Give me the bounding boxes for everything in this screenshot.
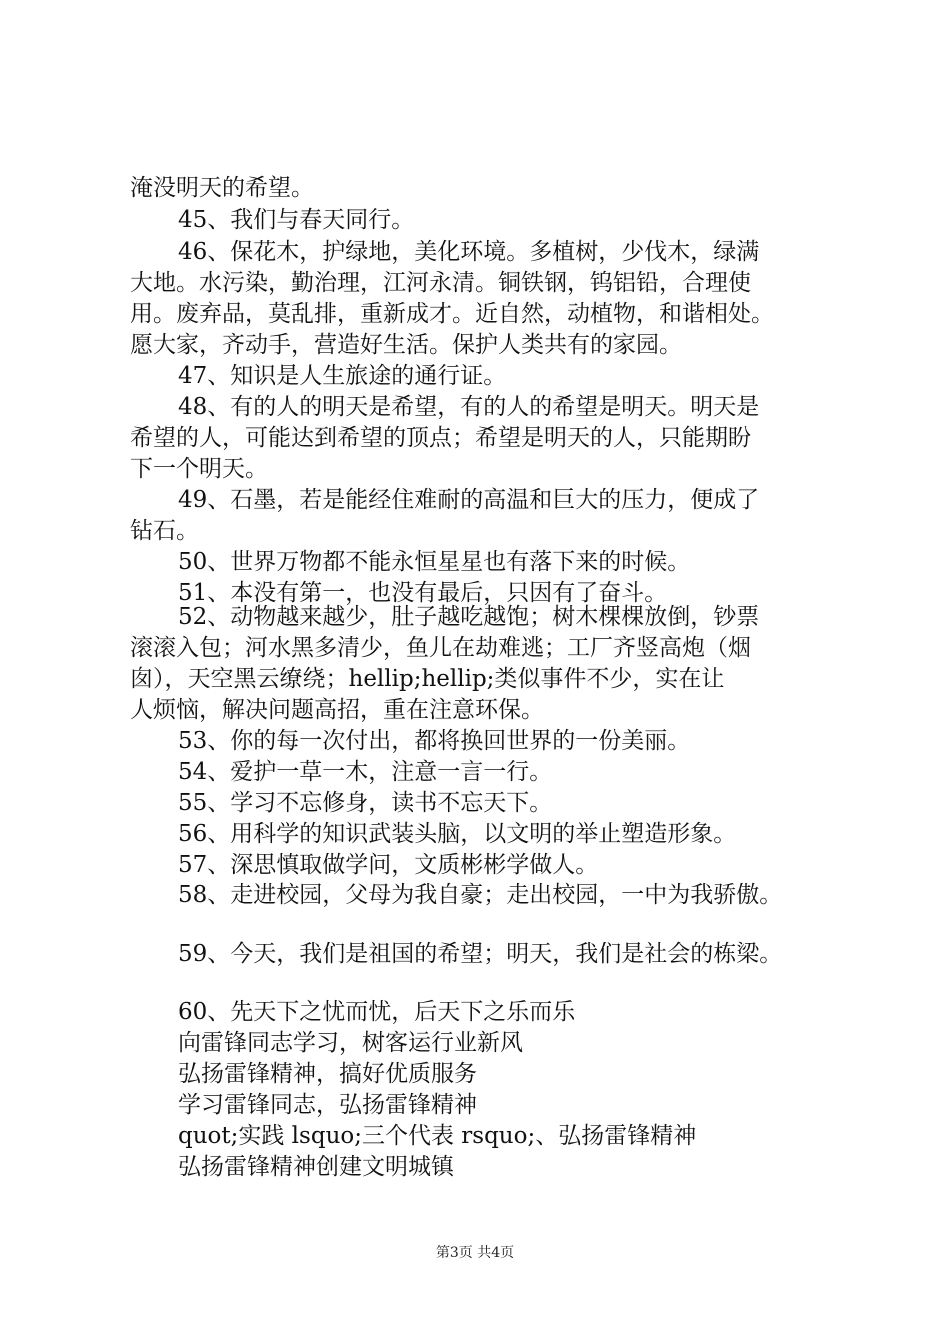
text-line: 56、用科学的知识武装头脑，以文明的举止塑造形象。 — [178, 821, 737, 847]
text-line: 愿大家，齐动手，营造好生活。保护人类共有的家园。 — [130, 332, 682, 358]
text-line: quot;实践 lsquo;三个代表 rsquo;、弘扬雷锋精神 — [178, 1123, 697, 1149]
text-line: 50、世界万物都不能永恒星星也有落下来的时候。 — [178, 549, 691, 575]
text-line: 弘扬雷锋精神创建文明城镇 — [178, 1154, 454, 1180]
text-line: 55、学习不忘修身，读书不忘天下。 — [178, 790, 553, 816]
text-line: 滚滚入包；河水黑多清少，鱼儿在劫难逃；工厂齐竖高炮（烟 — [130, 635, 751, 661]
text-line: 下一个明天。 — [130, 456, 268, 482]
text-line: 47、知识是人生旅途的通行证。 — [178, 363, 507, 389]
text-line: 用。废弃品，莫乱排，重新成才。近自然，动植物，和谐相处。 — [130, 301, 774, 327]
text-line: 60、先天下之忧而忧，后天下之乐而乐 — [178, 999, 576, 1025]
text-line: 钻石。 — [130, 518, 199, 544]
text-line: 49、石墨，若是能经住难耐的高温和巨大的压力，便成了 — [178, 487, 760, 513]
text-line: 囱），天空黑云缭绕；hellip;hellip;类似事件不少，实在让 — [130, 666, 725, 692]
text-line: 弘扬雷锋精神，搞好优质服务 — [178, 1061, 477, 1087]
text-line: 57、深思慎取做学问，文质彬彬学做人。 — [178, 852, 599, 878]
text-line: 52、动物越来越少，肚子越吃越饱；树木棵棵放倒，钞票 — [178, 604, 760, 630]
text-line: 大地。水污染，勤治理，江河永清。铜铁钢，钨铝铅，合理使 — [130, 270, 751, 296]
text-line: 51、本没有第一，也没有最后，只因有了奋斗。 — [178, 580, 668, 606]
text-line: 58、走进校园，父母为我自豪；走出校园，一中为我骄傲。 — [178, 882, 783, 908]
text-line: 45、我们与春天同行。 — [178, 207, 415, 233]
text-line: 学习雷锋同志，弘扬雷锋精神 — [178, 1092, 477, 1118]
text-line: 希望的人，可能达到希望的顶点；希望是明天的人，只能期盼 — [130, 425, 751, 451]
text-line: 人烦恼，解决问题高招，重在注意环保。 — [130, 697, 544, 723]
text-line: 54、爱护一草一木，注意一言一行。 — [178, 759, 553, 785]
text-line: 46、保花木，护绿地，美化环境。多植树，少伐木，绿满 — [178, 239, 760, 265]
text-line: 53、你的每一次付出，都将换回世界的一份美丽。 — [178, 728, 691, 754]
text-line: 向雷锋同志学习，树客运行业新风 — [178, 1030, 523, 1056]
text-line: 59、今天，我们是祖国的希望；明天，我们是社会的栋梁。 — [178, 941, 783, 967]
text-line: 48、有的人的明天是希望，有的人的希望是明天。明天是 — [178, 394, 760, 420]
text-line: 淹没明天的希望。 — [130, 175, 314, 201]
page-footer: 第3页 共4页 — [435, 1245, 515, 1261]
